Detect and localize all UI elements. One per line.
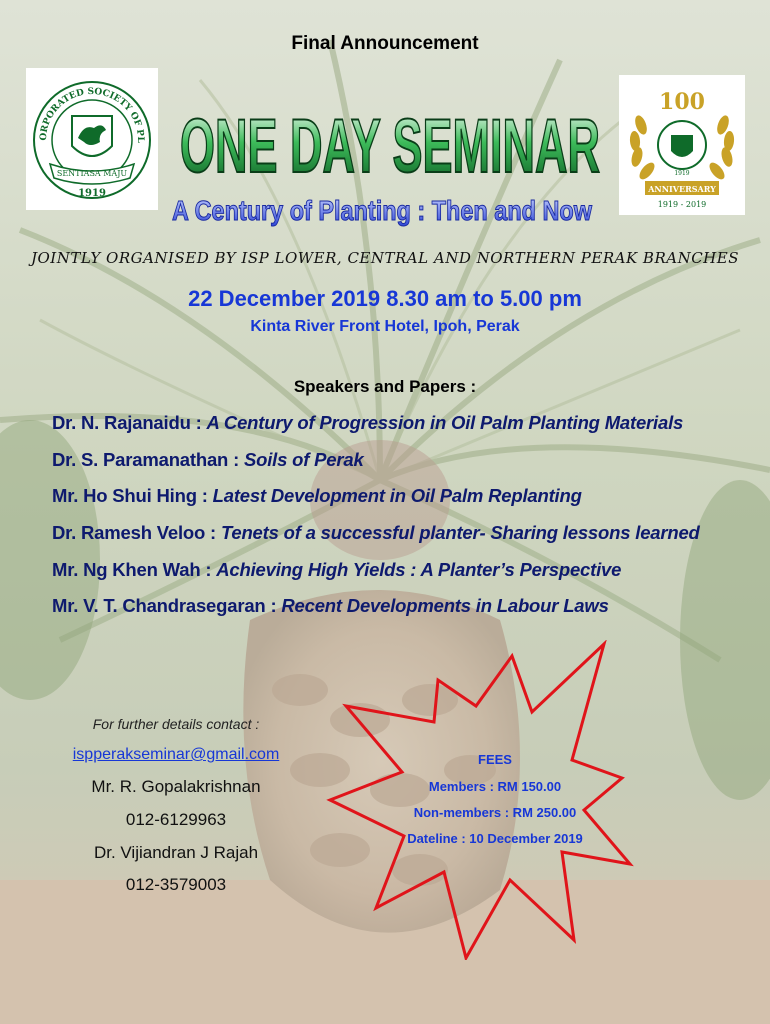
speaker-item (52, 522, 700, 544)
starburst-shape (326, 640, 646, 960)
isp-crest-icon (26, 68, 158, 210)
final-announcement: Final Announcement (291, 33, 479, 54)
fees-non-members: Non-members : RM 250.00 (413, 805, 577, 820)
laurel-anniversary-icon (619, 75, 745, 215)
speaker-paper: Achieving High Yields : A Planter’s Perspective (216, 559, 622, 580)
event-venue: Kinta River Front Hotel, Ipoh, Perak (250, 318, 520, 335)
speaker-paper: Latest Development in Oil Palm Replanting (212, 485, 582, 506)
speaker-item (52, 559, 621, 581)
speakers-heading: Speakers and Papers : (293, 377, 477, 396)
subtitle-text: A Century of Planting : Then and Now (172, 195, 593, 226)
speaker-name: Mr. Ng Khen Wah : (52, 559, 217, 580)
speaker-name: Dr. N. Rajanaidu : (52, 412, 207, 433)
contact-person-2: Dr. Vijiandran J Rajah (93, 843, 259, 862)
anniversary-banner: ANNIVERSARY (648, 184, 716, 194)
logo-motto: SENTIASA MAJU (56, 169, 128, 178)
speaker-item (52, 485, 582, 507)
speaker-paper: Soils of Perak (243, 449, 364, 470)
logo-ring-text: ORPORATED SOCIETY OF PL (38, 86, 146, 143)
contact-label: For further details contact : (92, 716, 260, 732)
anniversary-years: 1919 - 2019 (657, 200, 707, 209)
speaker-name: Dr. Ramesh Veloo : (52, 522, 221, 543)
speaker-paper: Recent Developments in Labour Laws (281, 595, 609, 616)
anniversary-number: 100 (659, 89, 705, 115)
fees-deadline: Dateline : 10 December 2019 (407, 831, 583, 846)
speaker-name: Dr. S. Paramanathan : (52, 449, 244, 470)
organiser-line: JOINTLY ORGANISED BY ISP LOWER, CENTRAL AND NORTHERN PERAK BRANCHES (30, 249, 739, 267)
title-text: ONE DAY SEMINAR (180, 104, 600, 189)
speaker-item (52, 412, 683, 434)
contact-phone-2: 012-3579003 (125, 875, 227, 894)
contact-person-1: Mr. R. Gopalakrishnan (91, 777, 261, 796)
fees-heading: FEES (478, 752, 512, 767)
event-datetime: 22 December 2019 8.30 am to 5.00 pm (188, 286, 582, 311)
isp-society-logo (26, 68, 158, 210)
logo-year: 1919 (78, 188, 106, 199)
anniversary-logo (619, 75, 745, 215)
contact-phone-1: 012-6129963 (125, 810, 227, 829)
speaker-name: Mr. V. T. Chandrasegaran : (52, 595, 282, 616)
contact-email-link[interactable]: ispperakseminar@gmail.com (72, 746, 280, 763)
speaker-name: Mr. Ho Shui Hing : (52, 485, 213, 506)
anniversary-small-year: 1919 (674, 170, 690, 177)
seminar-title (170, 82, 610, 232)
speaker-item (52, 449, 364, 471)
speaker-paper: A Century of Progression in Oil Palm Planting Materials (206, 412, 684, 433)
speaker-item (52, 595, 609, 617)
speaker-paper: Tenets of a successful planter- Sharing lessons learned (220, 522, 700, 543)
fees-members: Members : RM 150.00 (428, 779, 562, 794)
